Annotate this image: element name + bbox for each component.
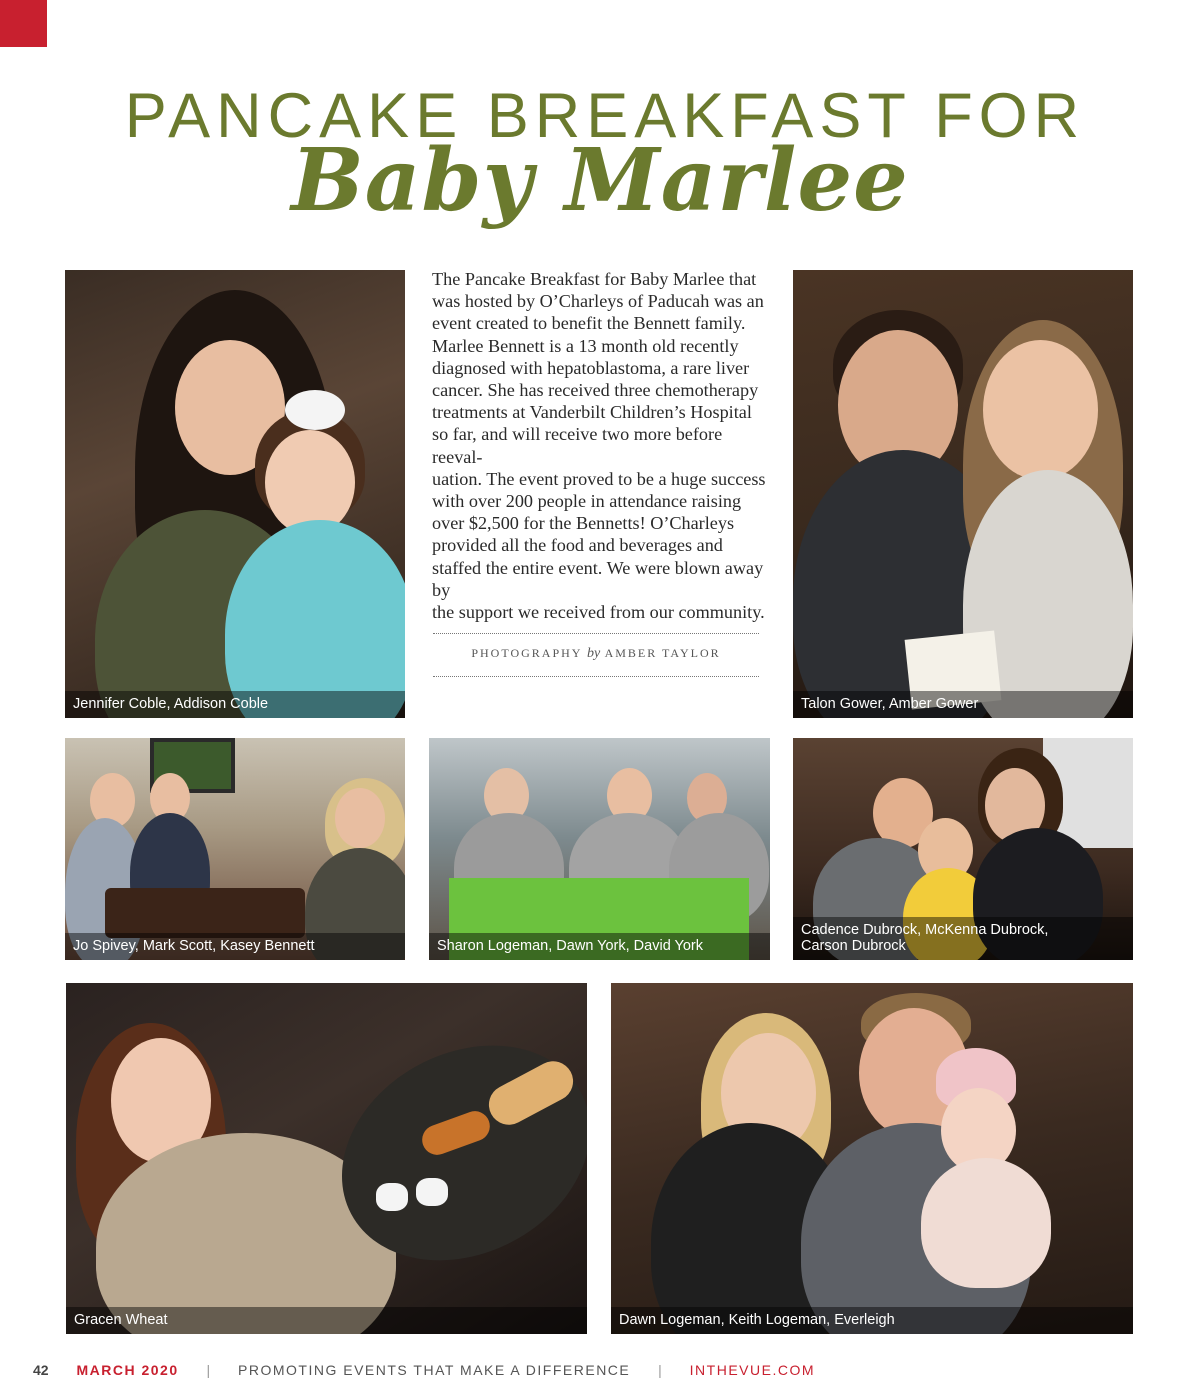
footer-separator: |: [206, 1362, 211, 1379]
photo-caption: Jennifer Coble, Addison Coble: [65, 691, 405, 718]
title-line-2-script: Baby Marlee: [291, 130, 909, 231]
footer-website-link[interactable]: INTHEVUE.COM: [689, 1362, 816, 1379]
page-footer: [33, 1361, 815, 1379]
photo-caption: Dawn Logeman, Keith Logeman, Everleigh: [611, 1307, 1133, 1334]
divider-bottom: [433, 676, 759, 677]
photo-logeman-family: [611, 983, 1133, 1334]
photo-gracen-wheat: [66, 983, 587, 1334]
photo-talon-amber: [793, 270, 1133, 718]
divider-top: [433, 633, 759, 634]
page-number: 42: [33, 1362, 49, 1379]
credit-prefix: PHOTOGRAPHY: [471, 646, 583, 660]
photo-caption: Sharon Logeman, Dawn York, David York: [429, 933, 770, 960]
corner-accent-tab: [0, 0, 47, 47]
photo-credit: [433, 646, 759, 662]
photo-caption: Jo Spivey, Mark Scott, Kasey Bennett: [65, 933, 405, 960]
issue-date: MARCH 2020: [76, 1362, 179, 1379]
footer-tagline: PROMOTING EVENTS THAT MAKE A DIFFERENCE: [238, 1362, 631, 1379]
photo-sharon-dawn-david: [429, 738, 770, 960]
photo-jo-mark-kasey: [65, 738, 405, 960]
title-line-1: PANCAKE BREAKFAST FOR: [124, 81, 1086, 151]
photo-caption: Gracen Wheat: [66, 1307, 587, 1334]
footer-separator: |: [658, 1362, 662, 1379]
article-body: The Pancake Breakfast for Baby Marlee that was hosted by O’Charleys of Paducah was an event created to benefit the Bennett family. Marlee Bennett is a 13 month old recently diagnosed with hepatoblastoma, a rare liver cancer. She has received three chemotherapy treatments at Vanderbilt Children’s Hospital so far, and will receive two more before reeval- uation. The event proved to be a huge success with over 200 people in attendance raising over $2,500 for the Bennetts! O’Charleys provided all the food and beverages and staffed the entire event. We were blown away by the support we received from our community.: [432, 269, 766, 623]
credit-by: by: [587, 646, 601, 661]
photo-dubrock-family: [793, 738, 1133, 960]
photo-jennifer-addison: [65, 270, 405, 718]
photo-caption: Cadence Dubrock, McKenna Dubrock, Carson Dubrock: [793, 917, 1133, 960]
credit-name: AMBER TAYLOR: [604, 646, 721, 660]
photo-caption: Talon Gower, Amber Gower: [793, 691, 1133, 718]
